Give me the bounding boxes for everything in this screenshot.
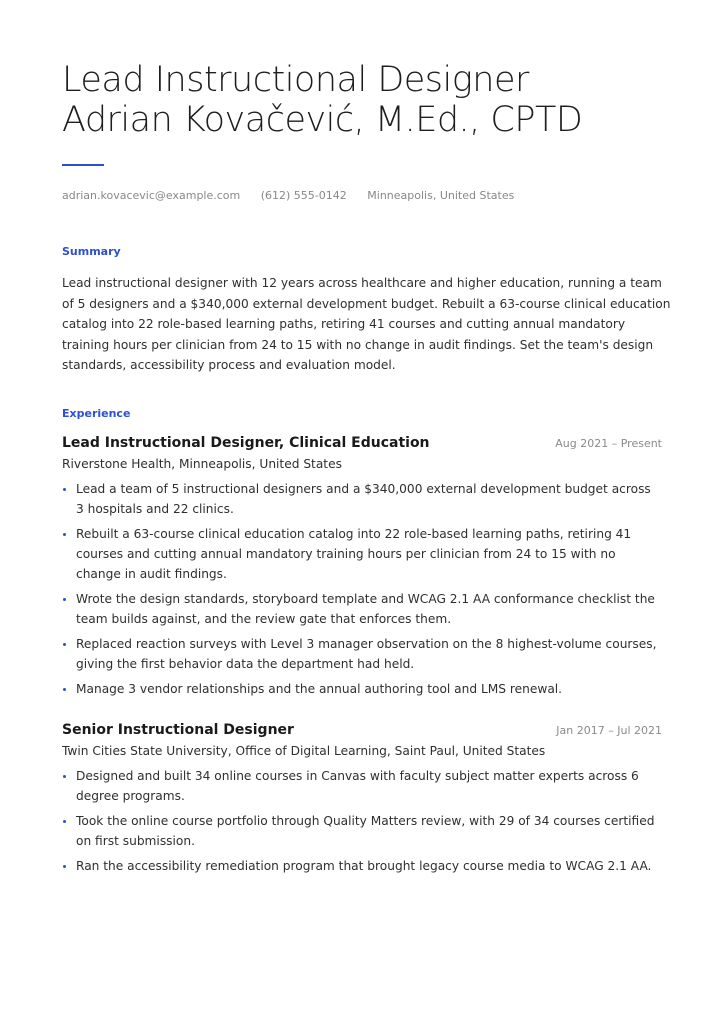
job-organization: Twin Cities State University, Office of Digital Learning, Saint Paul, United States xyxy=(62,744,546,758)
bullet-item: Designed and built 34 online courses in Canvas with faculty subject matter experts across 6 degree programs. xyxy=(62,766,662,806)
summary-text: Lead instructional designer with 12 years across healthcare and higher education, running a team of 5 designers and a $340,000 external development budget. Rebuilt a 63-course clinical education catalog into 22 role-based learning paths, retiring 41 courses and cutting annual mandatory training hours per clinician from 24 to 15 with no change in audit findings. Set the team's design standards, accessibility process and evaluation model. xyxy=(62,276,671,372)
bullet-item: Manage 3 vendor relationships and the annual authoring tool and LMS renewal. xyxy=(62,679,662,699)
job-title-heading: Lead Instructional Designer xyxy=(62,60,529,100)
bullet-item: Took the online course portfolio through Quality Matters review, with 29 of 34 courses certified on first submission. xyxy=(62,811,662,851)
contact-location: Minneapolis, United States xyxy=(367,189,515,202)
resume-title xyxy=(62,60,682,140)
bullet-item: Rebuilt a 63-course clinical education catalog into 22 role-based learning paths, retiring 41 courses and cutting annual mandatory training hours per clinician from 24 to 15 with no change in audit findings. xyxy=(62,524,662,584)
job-entry xyxy=(62,435,662,704)
job-organization: Riverstone Health, Minneapolis, United States xyxy=(62,457,342,471)
bullet-item: Wrote the design standards, storyboard template and WCAG 2.1 AA conformance checklist the team builds against, and the review gate that enforces them. xyxy=(62,589,662,629)
bullet-item: Ran the accessibility remediation program that brought legacy course media to WCAG 2.1 AA. xyxy=(62,856,662,876)
contact-phone[interactable]: (612) 555-0142 xyxy=(260,189,347,202)
accent-divider xyxy=(62,164,104,166)
contact-email[interactable]: adrian.kovacevic@example.com xyxy=(62,189,241,202)
summary-heading: Summary xyxy=(62,245,121,258)
job-title: Lead Instructional Designer, Clinical Education xyxy=(62,435,430,451)
experience-heading: Experience xyxy=(62,407,131,420)
contact-info xyxy=(62,189,531,202)
candidate-name: Adrian Kovačević, M.Ed., CPTD xyxy=(62,100,583,140)
job-dates: Aug 2021 – Present xyxy=(555,437,662,450)
job-bullets xyxy=(62,479,662,699)
job-bullets xyxy=(62,766,662,876)
bullet-item: Lead a team of 5 instructional designers and a $340,000 external development budget across 3 hospitals and 22 clinics. xyxy=(62,479,662,519)
job-title: Senior Instructional Designer xyxy=(62,722,294,738)
bullet-item: Replaced reaction surveys with Level 3 manager observation on the 8 highest-volume courses, giving the first behavior data the department had held. xyxy=(62,634,662,674)
job-dates: Jan 2017 – Jul 2021 xyxy=(556,724,662,737)
job-entry xyxy=(62,722,662,881)
